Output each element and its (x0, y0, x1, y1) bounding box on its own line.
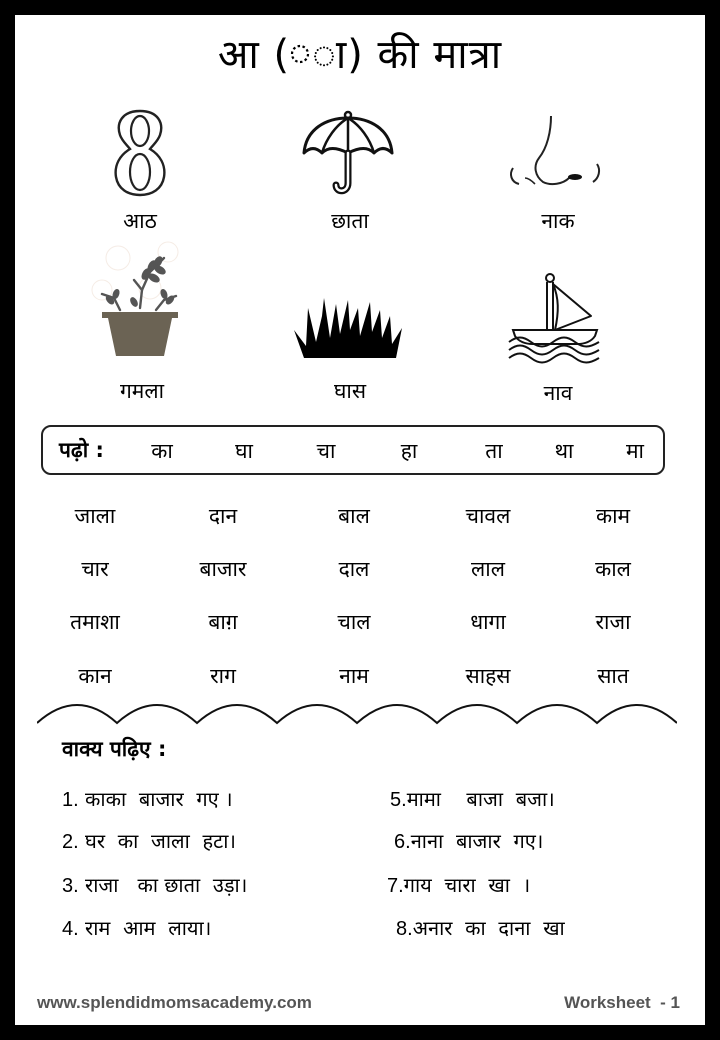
grass-icon (292, 290, 404, 360)
syllable: घा (235, 439, 253, 463)
title-prefix: आ ( (217, 32, 291, 78)
syllable: हा (400, 439, 418, 463)
wavy-divider (37, 703, 677, 729)
worksheet-number: Worksheet - 1 (564, 993, 680, 1012)
word: बाल (338, 504, 370, 528)
syllable: मा (626, 439, 644, 463)
picture-label-umbrella: छाता (331, 209, 369, 233)
read-label: पढ़ो : (59, 438, 104, 462)
word: दाल (338, 557, 370, 581)
website-link[interactable]: www.splendidmomsacademy.com (37, 993, 312, 1012)
word: काम (595, 504, 631, 528)
word: चाल (337, 610, 371, 634)
sentence-item: 2. घर का जाला हटा। (62, 829, 236, 853)
nose-picture (490, 97, 620, 207)
sentence-item: 3. राजा का छाता उड़ा। (62, 873, 248, 897)
word: जाला (74, 504, 116, 528)
picture-label-boat: नाव (543, 381, 573, 405)
word: कान (78, 664, 112, 688)
word: लाल (471, 557, 505, 581)
word: चावल (465, 504, 511, 528)
eight-picture (75, 97, 205, 207)
syllable: चा (316, 439, 336, 463)
page-title (15, 27, 705, 83)
sentence-item: 4. राम आम लाया। (62, 916, 212, 940)
sentence-item: 8.अनार का दाना खा (396, 916, 565, 940)
nose-icon (507, 112, 603, 192)
picture-label-flowerpot: गमला (119, 379, 165, 403)
word: बाग़ (208, 610, 238, 634)
syllable: का (151, 439, 173, 463)
word: सात (597, 664, 629, 688)
sentences-heading: वाक्य पढ़िए : (62, 737, 167, 761)
word: साहस (465, 664, 511, 688)
flowerpot-picture (75, 243, 205, 353)
word: राग (210, 664, 236, 688)
word: तमाशा (70, 610, 120, 634)
sentence-item: 1. काका बाजार गए । (62, 787, 233, 811)
syllable: था (554, 439, 574, 463)
grass-picture (283, 270, 413, 380)
word: नाम (339, 664, 369, 688)
matra-symbol: ा (290, 27, 347, 83)
picture-label-grass: घास (333, 379, 367, 403)
umbrella-icon (300, 109, 396, 195)
number-eight-icon (110, 107, 170, 197)
sentence-item: 5.मामा बाजा बजा। (390, 787, 555, 811)
flowerpot-icon (90, 238, 190, 358)
word: धागा (470, 610, 506, 634)
picture-label-eight: आठ (123, 209, 157, 233)
sentence-item: 6.नाना बाजार गए। (394, 829, 544, 853)
worksheet-page (15, 15, 705, 1025)
word: चार (81, 557, 109, 581)
word: बाजार (199, 557, 247, 581)
title-suffix: ) की मात्रा (347, 32, 503, 78)
read-syllables-box (41, 425, 665, 475)
picture-label-nose: नाक (541, 209, 575, 233)
boat-picture (490, 263, 620, 373)
word: राजा (595, 610, 631, 634)
syllable: ता (485, 439, 503, 463)
dotted-circle-icon (290, 36, 312, 72)
boat-icon (507, 272, 603, 364)
sentence-item: 7.गाय चारा खा । (387, 873, 531, 897)
word: दान (208, 504, 238, 528)
umbrella-picture (283, 97, 413, 207)
word: काल (595, 557, 631, 581)
